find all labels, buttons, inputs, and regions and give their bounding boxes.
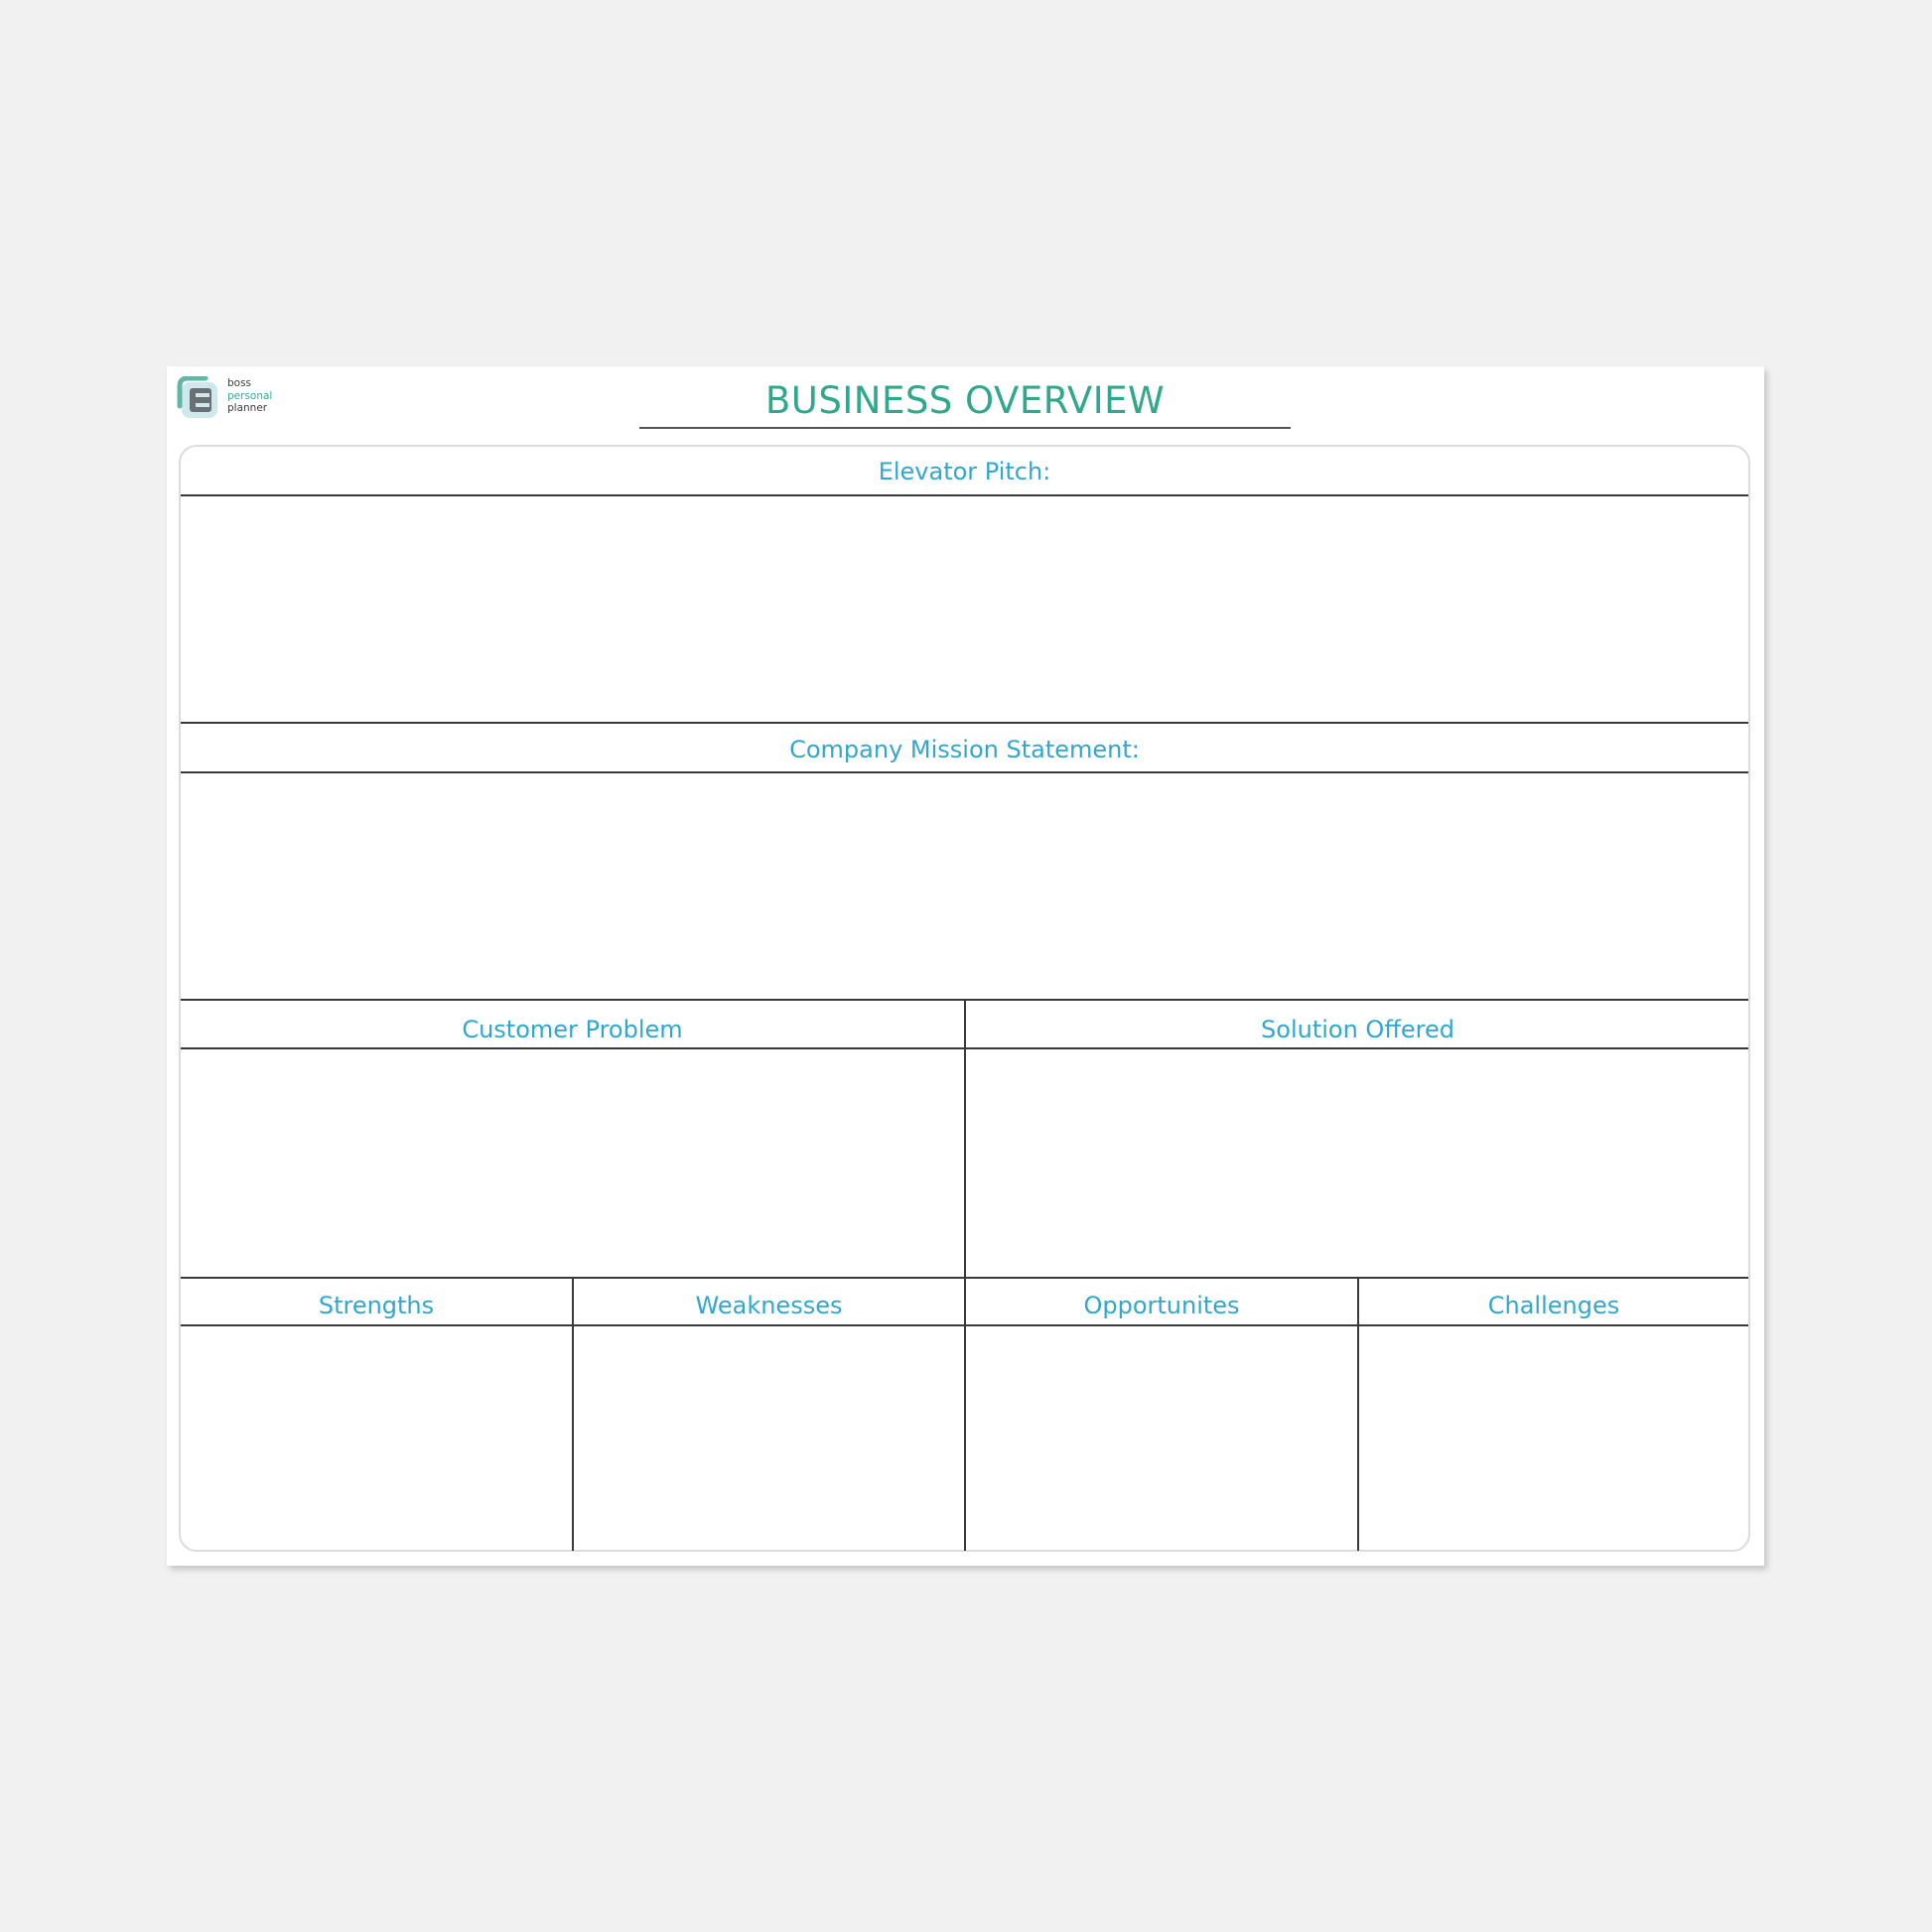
logo-word-personal: personal [227,389,273,402]
solution-offered-writing-area[interactable] [966,1049,1748,1276]
challenges-heading: Challenges [1487,1292,1620,1319]
elevator-pitch-writing-area[interactable] [181,496,1748,721]
strengths-heading: Strengths [318,1292,435,1319]
logo-word-boss: boss [227,377,252,389]
mission-statement-heading: Company Mission Statement: [789,736,1140,763]
customer-problem-heading: Customer Problem [462,1016,683,1043]
logo-icon [176,376,223,422]
solution-offered-heading: Solution Offered [1261,1016,1454,1043]
brand-logo [176,376,295,422]
elevator-pitch-heading: Elevator Pitch: [878,458,1051,485]
strengths-writing-area[interactable] [181,1326,572,1550]
section-divider [181,722,1748,724]
opportunities-writing-area[interactable] [966,1326,1357,1550]
title-underline [639,427,1291,429]
weaknesses-writing-area[interactable] [574,1326,964,1550]
planner-page [167,366,1764,1566]
weaknesses-heading: Weaknesses [695,1292,843,1319]
mission-statement-writing-area[interactable] [181,773,1748,998]
page-title: BUSINESS OVERVIEW [764,379,1166,422]
challenges-writing-area[interactable] [1359,1326,1748,1550]
logo-word-planner: planner [227,402,268,414]
opportunities-heading: Opportunites [1083,1292,1240,1319]
customer-problem-writing-area[interactable] [181,1049,964,1276]
logo-wordmark [227,377,272,415]
